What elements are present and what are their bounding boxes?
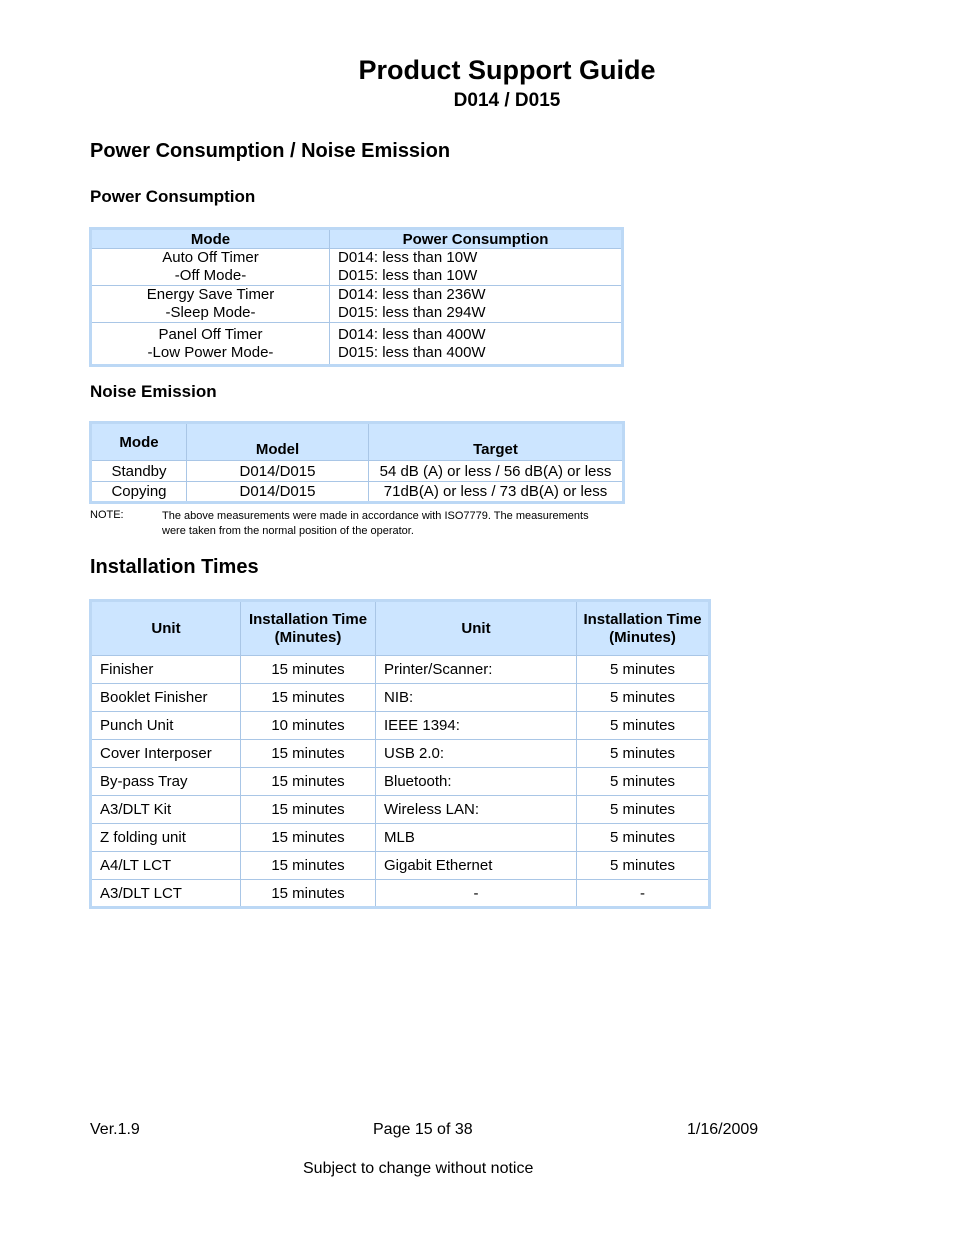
- mode-line: -Sleep Mode-: [165, 304, 256, 321]
- time-cell: 5 minutes: [577, 796, 710, 824]
- unit-cell: Punch Unit: [91, 712, 241, 740]
- table-row: [91, 852, 710, 880]
- section-title-power-noise: Power Consumption / Noise Emission: [90, 140, 451, 162]
- model-cell: D014/D015: [187, 461, 369, 482]
- table-row: [91, 880, 710, 908]
- target-cell: 71dB(A) or less / 73 dB(A) or less: [369, 482, 624, 503]
- table-row: [91, 768, 710, 796]
- unit-cell: A3/DLT Kit: [91, 796, 241, 824]
- column-header: Mode: [91, 423, 187, 461]
- time-cell: 5 minutes: [577, 852, 710, 880]
- unit-cell: Cover Interposer: [91, 740, 241, 768]
- mode-cell: [91, 249, 330, 286]
- time-cell: 15 minutes: [241, 796, 376, 824]
- time-cell: 15 minutes: [241, 768, 376, 796]
- table-row: [91, 824, 710, 852]
- table-row: [91, 740, 710, 768]
- time-cell: 10 minutes: [241, 712, 376, 740]
- unit-cell: Bluetooth:: [376, 768, 577, 796]
- table-row: [91, 461, 624, 482]
- power-value-line: D015: less than 294W: [338, 304, 486, 321]
- power-value-line: D015: less than 400W: [338, 343, 486, 361]
- page-title: Product Support Guide: [358, 55, 656, 85]
- table-row: [91, 323, 623, 366]
- time-cell: -: [577, 880, 710, 908]
- time-cell: 5 minutes: [577, 684, 710, 712]
- unit-cell: -: [376, 880, 577, 908]
- column-header: Target: [369, 423, 624, 461]
- power-value-line: D014: less than 10W: [338, 249, 478, 266]
- page-subtitle: D014 / D015: [453, 90, 561, 111]
- mode-cell: Copying: [91, 482, 187, 503]
- time-cell: 15 minutes: [241, 880, 376, 908]
- power-value-cell: [330, 249, 623, 286]
- table-row: [91, 286, 623, 323]
- unit-cell: Finisher: [91, 656, 241, 684]
- footer-notice: Subject to change without notice: [303, 1160, 534, 1177]
- note-label: NOTE:: [90, 509, 124, 521]
- target-cell: 54 dB (A) or less / 56 dB(A) or less: [369, 461, 624, 482]
- unit-cell: MLB: [376, 824, 577, 852]
- footer-date: 1/16/2009: [687, 1121, 759, 1138]
- mode-cell: [91, 286, 330, 323]
- column-header: Unit: [91, 601, 241, 656]
- unit-cell: Printer/Scanner:: [376, 656, 577, 684]
- noise-emission-heading: Noise Emission: [90, 382, 217, 401]
- unit-cell: A4/LT LCT: [91, 852, 241, 880]
- column-header: Unit: [376, 601, 577, 656]
- unit-cell: By-pass Tray: [91, 768, 241, 796]
- unit-cell: USB 2.0:: [376, 740, 577, 768]
- installation-times-table: [89, 599, 711, 909]
- time-cell: 15 minutes: [241, 740, 376, 768]
- power-value-cell: [330, 323, 623, 366]
- unit-cell: Booklet Finisher: [91, 684, 241, 712]
- footer-version: Ver.1.9: [90, 1121, 140, 1138]
- table-row: [91, 249, 623, 286]
- unit-cell: NIB:: [376, 684, 577, 712]
- table-row: [91, 796, 710, 824]
- unit-cell: Gigabit Ethernet: [376, 852, 577, 880]
- power-value-line: D014: less than 400W: [338, 325, 486, 343]
- table-row: [91, 656, 710, 684]
- table-row: [91, 712, 710, 740]
- footer-page-number: Page 15 of 38: [373, 1121, 473, 1138]
- column-header: Power Consumption: [330, 229, 623, 249]
- unit-cell: Z folding unit: [91, 824, 241, 852]
- time-cell: 5 minutes: [577, 740, 710, 768]
- time-cell: 5 minutes: [577, 656, 710, 684]
- model-cell: D014/D015: [187, 482, 369, 503]
- power-value-line: D014: less than 236W: [338, 286, 486, 303]
- column-header: Mode: [91, 229, 330, 249]
- power-value-cell: [330, 286, 623, 323]
- time-cell: 15 minutes: [241, 852, 376, 880]
- power-value-line: D015: less than 10W: [338, 267, 478, 284]
- time-cell: 5 minutes: [577, 712, 710, 740]
- mode-line: Panel Off Timer: [158, 325, 263, 343]
- column-header: Model: [187, 423, 369, 461]
- time-cell: 5 minutes: [577, 768, 710, 796]
- column-header: Installation Time (Minutes): [577, 601, 710, 656]
- column-header: Installation Time (Minutes): [241, 601, 376, 656]
- time-cell: 5 minutes: [577, 824, 710, 852]
- mode-line: -Off Mode-: [174, 267, 247, 284]
- installation-times-heading: Installation Times: [90, 556, 259, 578]
- time-cell: 15 minutes: [241, 656, 376, 684]
- power-consumption-heading: Power Consumption: [90, 187, 256, 206]
- mode-line: -Low Power Mode-: [147, 343, 274, 361]
- note-text: The above measurements were made in accordance with ISO7779. The measurements were taken from the normal position of the operator.: [162, 510, 589, 537]
- table-row: [91, 684, 710, 712]
- mode-line: Energy Save Timer: [146, 286, 275, 303]
- noise-emission-table: [89, 421, 625, 504]
- mode-line: Auto Off Timer: [162, 249, 259, 266]
- mode-cell: Standby: [91, 461, 187, 482]
- power-consumption-table: [89, 227, 624, 367]
- time-cell: 15 minutes: [241, 684, 376, 712]
- time-cell: 15 minutes: [241, 824, 376, 852]
- table-row: [91, 482, 624, 503]
- mode-cell: [91, 323, 330, 366]
- unit-cell: IEEE 1394:: [376, 712, 577, 740]
- unit-cell: Wireless LAN:: [376, 796, 577, 824]
- unit-cell: A3/DLT LCT: [91, 880, 241, 908]
